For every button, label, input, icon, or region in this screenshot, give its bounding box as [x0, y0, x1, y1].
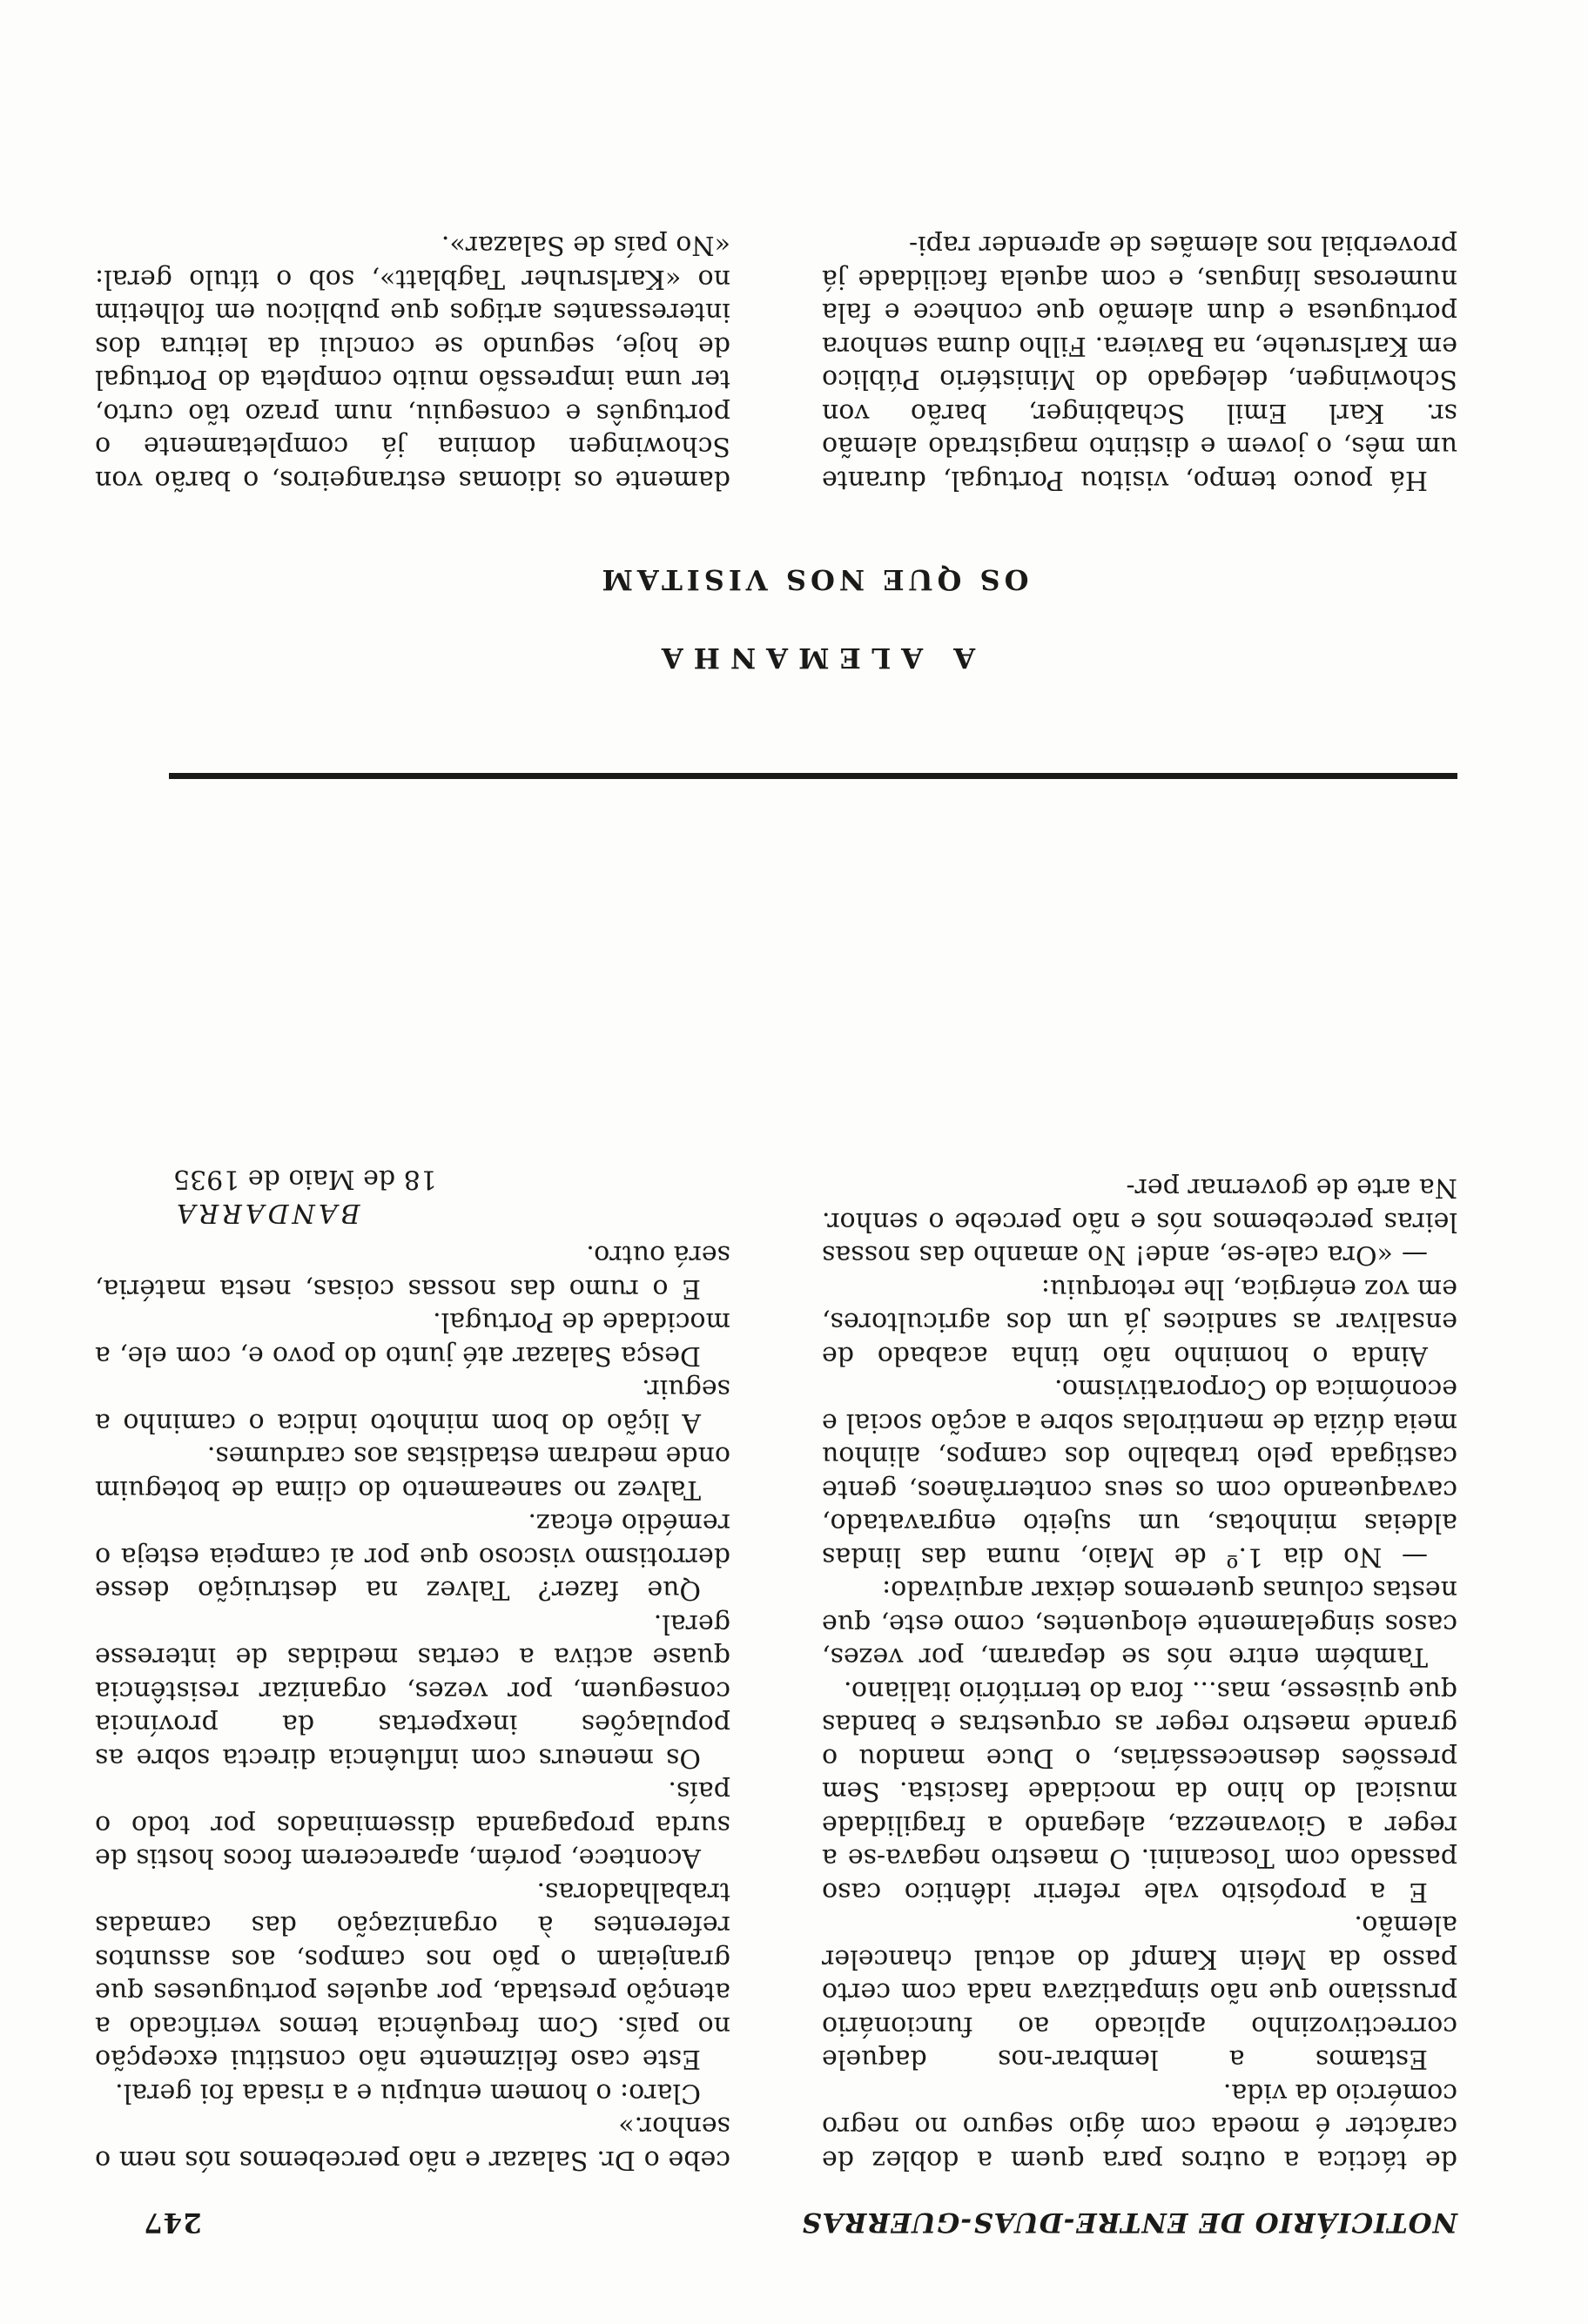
paragraph: — No dia 1.º de Maio, numa das lindas aldeias minhotas, um sujeito engravatado, cavaqueando com os seus conterrâneos, gente castigada pelo trabalho dos campos, alinhou meia dúzia de mentirolas sobre a acção social e económica do Corporativismo.	[822, 1374, 1457, 1572]
paragraph: Os meneurs com influência directa sobre as populações inexpertas da província conseguem, por vezes, organizar resistência quase activa a certas medidas de interesse geral.	[95, 1609, 730, 1773]
paragraph: Que fazer? Talvez na destruição desse derrotismo viscoso que por aí campeia esteja o remédio eficaz.	[95, 1508, 730, 1606]
column-left	[822, 1171, 1457, 2176]
section-subtitle: OS QUE NOS VISITAM	[597, 563, 1029, 596]
paragraph: Acontece, porém, aparecerem focos hostis de surda propaganda disseminados por todo o país.	[95, 1776, 730, 1874]
paragraph: Também entre nós se deparam, por vezes, casos singelamente eloquentes, como este, que nestas colunas queremos deixar arquivado:	[822, 1575, 1457, 1673]
column-right	[95, 1162, 730, 2176]
paragraph: de táctica a outros para quem a doblez de carácter é moeda com ágio seguro no negro comércio da vida.	[822, 2078, 1457, 2175]
paragraph: damente os idiomas estrangeiros, o barão von Schowingen domina já completamente o português e conseguiu, num prazo tão curto, ter uma impressão muito completa do Portugal de hoje, segundo se conclui da leitura dos interessantes artigos que publicou em folhetim no «Karlsruher Tagblatt», sob o título geral: «No país de Salazar».	[95, 230, 730, 495]
bottom-column-left	[822, 228, 1457, 496]
paragraph: cebe o Dr. Salazar e não percebemos nós nem o senhor.»	[95, 2111, 730, 2175]
paragraph: Talvez no saneamento do clima de boteguim onde medram estadistas aos cardumes.	[95, 1441, 730, 1505]
bottom-column-right	[95, 228, 730, 496]
paragraph: Claro: o homem entupiu e a risada foi geral.	[115, 2078, 701, 2108]
article-date: 18 de Maio de 1935	[173, 1164, 437, 1195]
section-divider	[169, 773, 1457, 779]
author-signature: BANDARRA	[173, 1198, 360, 1228]
paragraph: Ainda o hominho não tinha acabado de ensalivar as sandices já um dos agricultores, em voz enérgica, lhe retorquiu:	[822, 1273, 1457, 1371]
paragraph: Há pouco tempo, visitou Portugal, durante um mês, o jovem e distinto magistrado alemão sr. Karl Emil Schabinger, barão von Schowingen, delegado do Ministério Público em Karlsruehe, na Baviera. Filho duma senhora portuguesa e dum alemão que conhece e fala numerosas línguas, e com aquela facilidade já proverbial nos alemães de aprender rapi-	[822, 230, 1457, 495]
paragraph: — «Ora cale-se, ande! No amanho das nossas leiras percebemos nós e não percebe o senhor. Na arte de governar per-	[822, 1172, 1457, 1271]
page-header	[143, 2206, 1457, 2250]
page-number: 247	[143, 2206, 202, 2238]
running-title: NOTICIÁRIO DE ENTRE-DUAS-GUERRAS	[801, 2206, 1457, 2238]
paragraph: Desça Salazar até junto do povo e, com ele, a mocidade de Portugal.	[95, 1306, 730, 1371]
paragraph: A lição do bom minhoto indica o caminho a seguir.	[95, 1374, 730, 1438]
paragraph: Este caso felizmente não constitui excepção no país. Com frequência temos verificado a atenção prestada, por aqueles portugueses que granjeiam o pão nos campos, aos assuntos referentes à organização das camadas trabalhadoras.	[95, 1877, 730, 2075]
paragraph: E a propósito vale referir idêntico caso passado com Toscanini. O maestro negava-se a reger a Giovanezza, alegando a fragilidade musical do hino da mocidade fascista. Sem pressões desnecessárias, o Duce mandou o grande maestro reger as orquestras e bandas que quisesse, mas... fora do território italiano.	[822, 1676, 1457, 1907]
paragraph: Estamos a lembrar-nos daquele correctivozinho aplicado ao funcionário prussiano que não simpatizava nada com certo passo da Mein Kampf do actual chanceler alemão.	[822, 1910, 1457, 2075]
paragraph: E o rumo das nossas coisas, nesta matéria, será outro.	[95, 1239, 730, 1304]
section-title: A ALEMANHA	[650, 641, 976, 675]
